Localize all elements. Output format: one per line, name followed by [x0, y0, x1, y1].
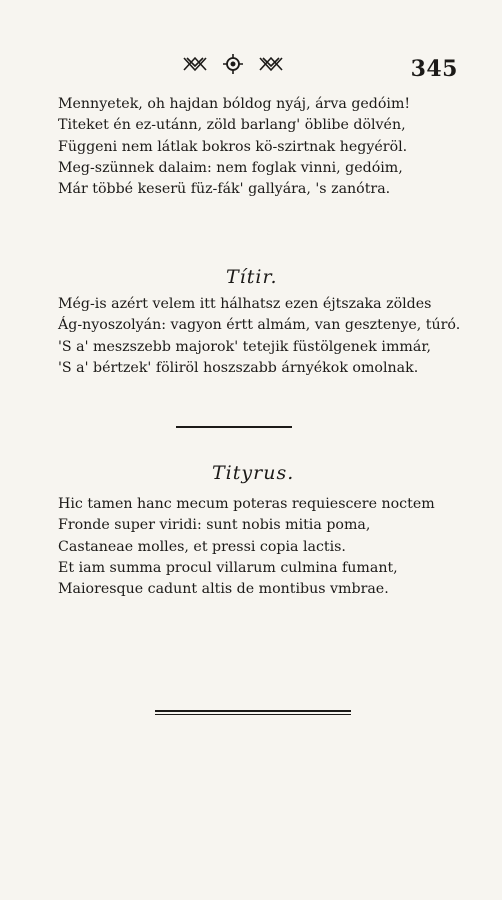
header-ornaments — [182, 54, 284, 74]
speaker-heading-latin: Tityrus. — [212, 462, 295, 484]
verse-line: Fronde super viridi: sunt nobis mitia poma, — [58, 517, 371, 534]
verse-line: Castaneae molles, et pressi copia lactis. — [58, 538, 346, 555]
end-rule — [155, 710, 351, 712]
page-number: 345 — [410, 56, 458, 82]
verse-line: Hic tamen hanc mecum poteras requiescere noctem — [58, 496, 435, 512]
verse-line: Titeket én ez-utánn, zöld barlang' öblibe dölvén, — [58, 117, 406, 134]
verse-line: 'S a' bértzek' föliröl hoszszabb árnyékok omolnak. — [58, 359, 419, 376]
verse-line: 'S a' meszszebb majorok' tetejik füstölgenek immár, — [58, 338, 432, 355]
verse-line: Et iam summa procul villarum culmina fumant, — [58, 559, 398, 576]
verse-line: Meg-szünnek dalaim: nem foglak vinni, gedóim, — [58, 159, 403, 176]
latin-stanza — [58, 494, 435, 600]
section-divider — [176, 426, 292, 428]
verse-line: Ág-nyoszolyán: vagyon értt almám, van gesztenye, túró. — [58, 317, 461, 334]
verse-line: Mennyetek, oh hajdan bóldog nyáj, árva gedóim! — [58, 96, 411, 112]
ornament-center-icon — [220, 54, 246, 74]
ornament-right-icon — [258, 54, 284, 74]
ornament-left-icon — [182, 54, 208, 74]
hungarian-stanza-2 — [58, 294, 460, 379]
verse-line: Függeni nem látlak bokros kö-szirtnak hegyéröl. — [58, 138, 408, 155]
end-rule-thin — [155, 714, 351, 715]
speaker-heading-hungarian: Títir. — [226, 266, 278, 288]
verse-line: Még-is azért velem itt hálhatsz ezen éjtszaka zöldes — [58, 296, 432, 312]
hungarian-stanza-1 — [58, 94, 410, 200]
verse-line: Már többé keserü füz-fák' gallyára, 's zanótra. — [58, 181, 391, 198]
verse-line: Maioresque cadunt altis de montibus vmbrae. — [58, 581, 389, 598]
